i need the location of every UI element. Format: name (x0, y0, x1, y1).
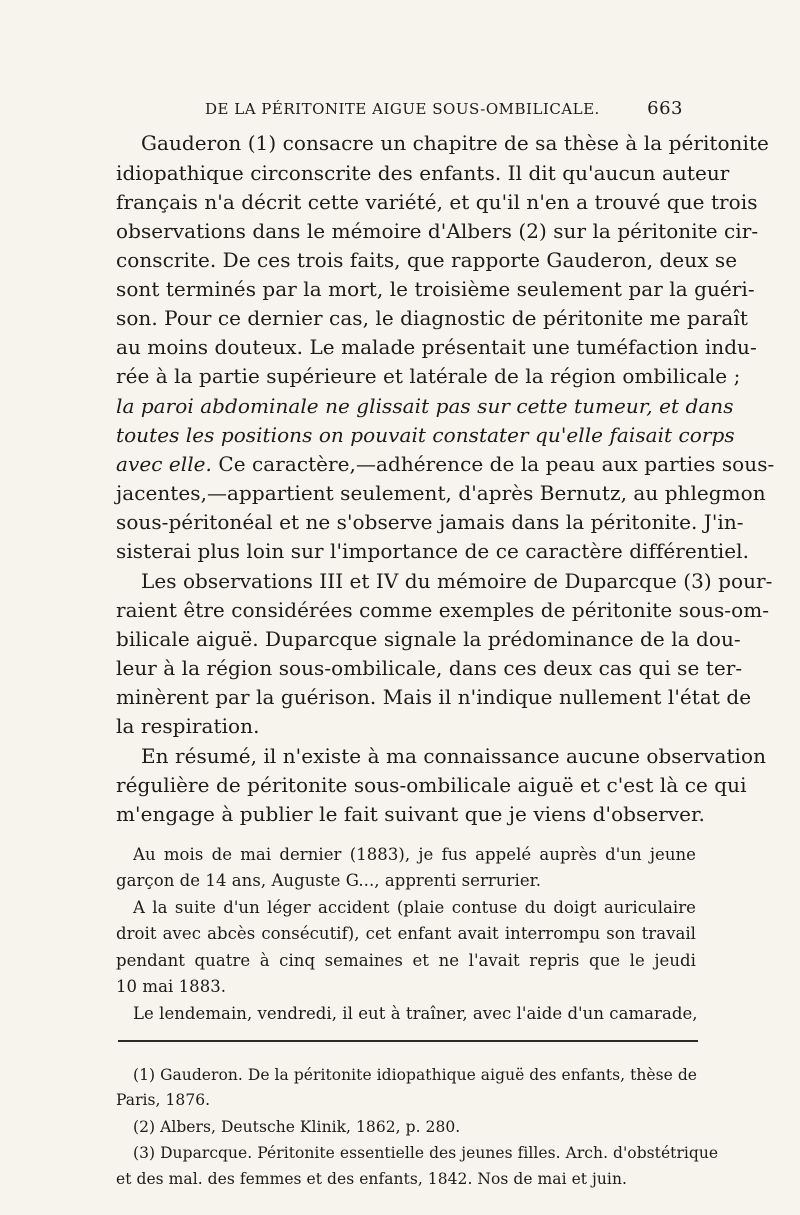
paragraph-line: observations dans le mémoire d'Albers (2) sur la péritonite cir- (116, 219, 759, 243)
paragraph-line: raient être considérées comme exemples de péritonite sous-om- (116, 598, 770, 622)
paragraph-line: m'engage à publier le fait suivant que je viens d'observer. (116, 802, 705, 826)
paragraph-line-mixed (116, 452, 775, 476)
paragraph-line: leur à la région sous-ombilicale, dans ces deux cas qui se ter- (116, 656, 743, 680)
footnote-line: (3) Duparcque. Péritonite essentielle des jeunes filles. Arch. d'obstétrique (133, 1144, 719, 1162)
paragraph-line: la respiration. (116, 714, 260, 738)
paragraph-line: Gauderon (1) consacre un chapitre de sa thèse à la péritonite (141, 131, 769, 155)
page-number: 663 (647, 98, 683, 119)
paragraph-line: rée à la partie supérieure et latérale de la région ombilicale ; (116, 364, 741, 388)
paragraph-line: régulière de péritonite sous-ombilicale aiguë et c'est là ce qui (116, 773, 747, 797)
italic-quote-end: avec elle. (116, 452, 212, 476)
observation-line: A la suite d'un léger accident (plaie contuse du doigt auriculaire (133, 898, 696, 917)
observation-line: garçon de 14 ans, Auguste G..., apprenti serrurier. (116, 871, 542, 890)
paragraph-line: Les observations III et IV du mémoire de Duparcque (3) pour- (141, 569, 773, 593)
paragraph-line: jacentes,—appartient seulement, d'après Bernutz, au phlegmon (116, 481, 766, 505)
paragraph-line: conscrite. De ces trois faits, que rapporte Gauderon, deux se (116, 248, 738, 272)
running-title: DE LA PÉRITONITE AIGUE SOUS-OMBILICALE. (205, 100, 600, 118)
observation-line: 10 mai 1883. (116, 977, 227, 996)
observation-line: Au mois de mai dernier (1883), je fus appelé auprès d'un jeune (133, 845, 696, 864)
footnote-line: (1) Gauderon. De la péritonite idiopathique aiguë des enfants, thèse de (133, 1066, 698, 1084)
paragraph-line: au moins douteux. Le malade présentait une tuméfaction indu- (116, 335, 757, 359)
paragraph-line: minèrent par la guérison. Mais il n'indique nullement l'état de (116, 685, 752, 709)
footnote-line: (2) Albers, Deutsche Klinik, 1862, p. 280. (133, 1118, 461, 1136)
footnote-line: Paris, 1876. (116, 1091, 211, 1109)
paragraph-line: sous-péritonéal et ne s'observe jamais dans la péritonite. J'in- (116, 510, 744, 534)
italic-quote-line: toutes les positions on pouvait constater qu'elle faisait corps (116, 423, 735, 447)
running-head (115, 98, 683, 122)
footnote-line: et des mal. des femmes et des enfants, 1842. Nos de mai et juin. (116, 1170, 627, 1188)
italic-quote-line: la paroi abdominale ne glissait pas sur cette tumeur, et dans (116, 394, 734, 418)
observation-line: Le lendemain, vendredi, il eut à traîner, avec l'aide d'un camarade, (133, 1004, 698, 1023)
observation-line: droit avec abcès consécutif), cet enfant avait interrompu son travail (116, 924, 696, 943)
paragraph-line: français n'a décrit cette variété, et qu'il n'en a trouvé que trois (116, 190, 758, 214)
footnote-rule (118, 1040, 698, 1042)
paragraph-line-continuation: Ce caractère,—adhérence de la peau aux parties sous- (211, 452, 775, 476)
paragraph-line: sont terminés par la mort, le troisième seulement par la guéri- (116, 277, 755, 301)
paragraph-line: sisterai plus loin sur l'importance de ce caractère différentiel. (116, 539, 749, 563)
paragraph-line: En résumé, il n'existe à ma connaissance aucune observation (141, 744, 767, 768)
paragraph-line: son. Pour ce dernier cas, le diagnostic de péritonite me paraît (116, 306, 748, 330)
observation-line: pendant quatre à cinq semaines et ne l'avait repris que le jeudi (116, 951, 696, 970)
paragraph-line: bilicale aiguë. Duparcque signale la prédominance de la dou- (116, 627, 741, 651)
paragraph-line: idiopathique circonscrite des enfants. Il dit qu'aucun auteur (116, 161, 730, 185)
